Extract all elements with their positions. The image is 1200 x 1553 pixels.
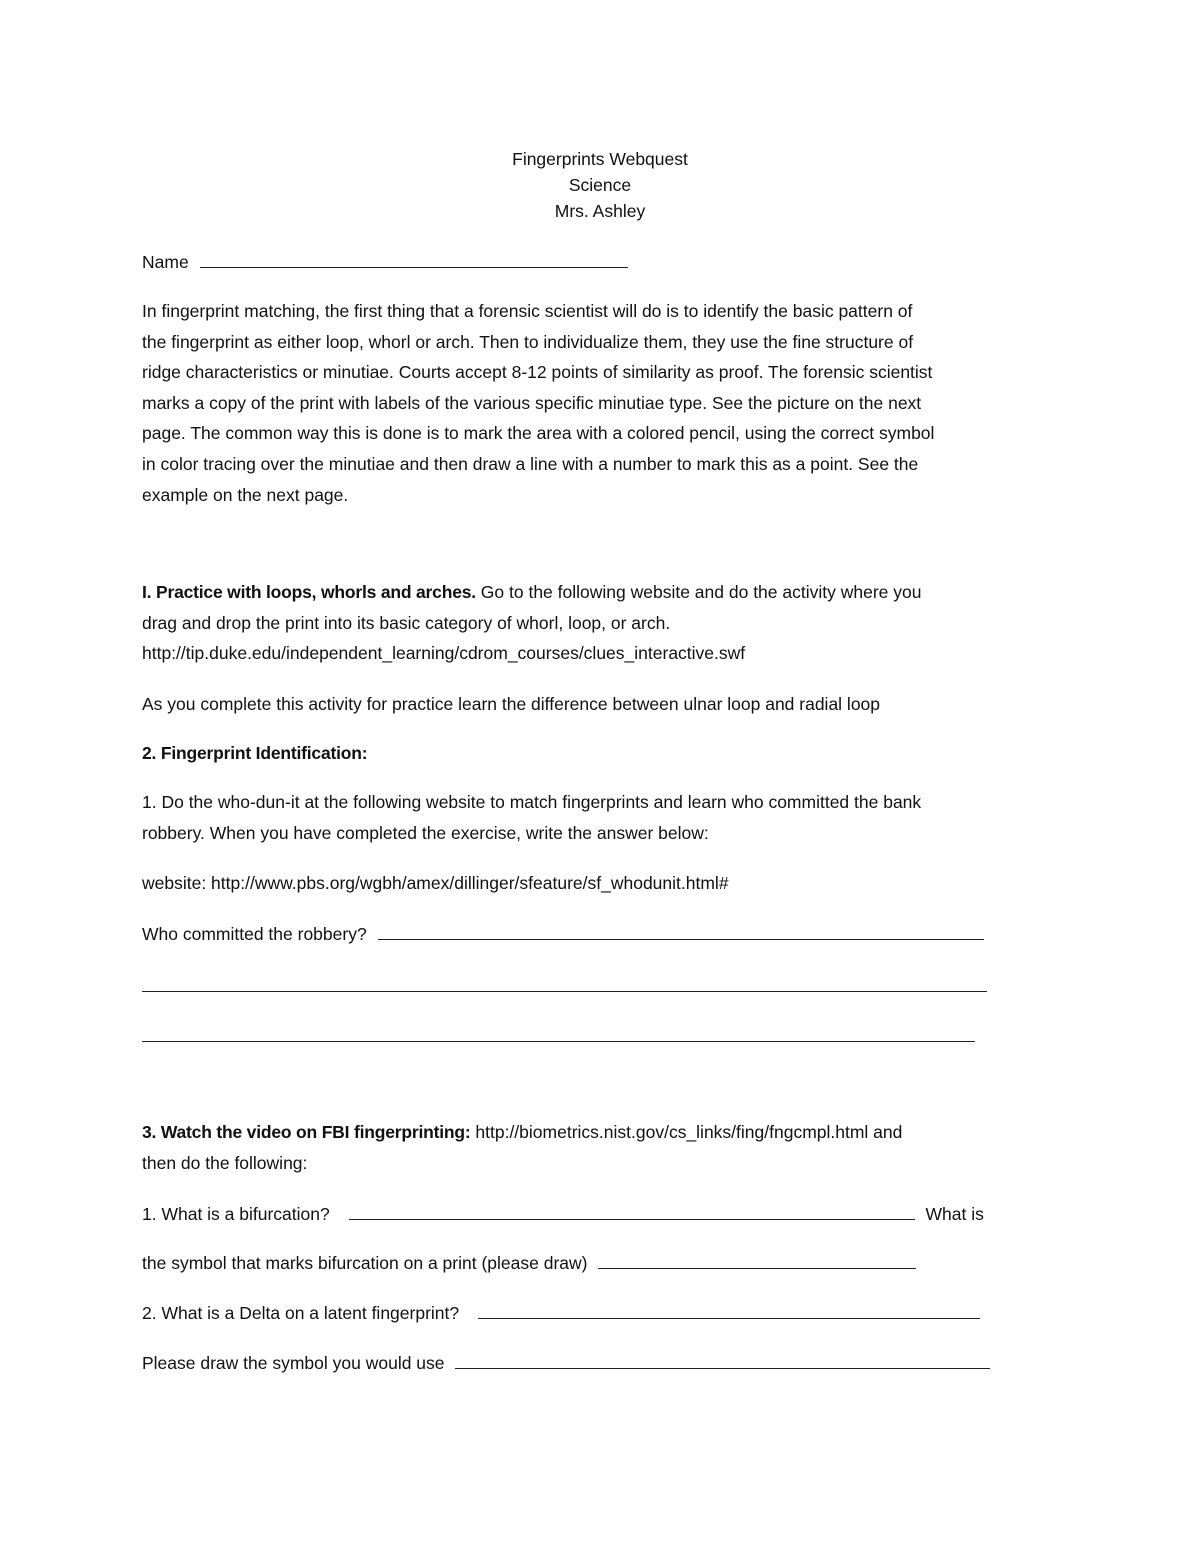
bifurcation-question: 1. What is a bifurcation? <box>142 1204 330 1224</box>
bifurcation-answer-blank[interactable] <box>349 1205 915 1220</box>
robbery-answer-blank[interactable] <box>142 1027 975 1042</box>
section-3 <box>142 1117 1062 1178</box>
robbery-answer-blank[interactable] <box>142 977 987 992</box>
section-3-line-1 <box>142 1117 1062 1148</box>
document-title: Fingerprints Webquest <box>512 149 688 169</box>
section-2-item-line-1: 1. Do the who-dun-it at the following website to match fingerprints and learn who committed the bank <box>142 792 922 812</box>
section-1-heading: I. Practice with loops, whorls and arches. <box>142 582 476 602</box>
intro-line: marks a copy of the print with labels of the various specific minutiae type. See the picture on the next <box>142 392 922 413</box>
document-header <box>0 146 1200 224</box>
section-2-item-line-2: robbery. When you have completed the exercise, write the answer below: <box>142 822 709 843</box>
intro-line: page. The common way this is done is to mark the area with a colored pencil, using the correct symbol <box>142 423 935 444</box>
delta-answer-blank[interactable] <box>478 1304 980 1319</box>
section-1 <box>142 577 1062 669</box>
delta-symbol-question: Please draw the symbol you would use <box>142 1353 445 1373</box>
section-1-line-1 <box>142 577 1062 608</box>
delta-question-line <box>142 1302 980 1324</box>
answer-line-3 <box>142 1025 975 1047</box>
document-subject: Science <box>568 175 632 195</box>
intro-line: the fingerprint as either loop, whorl or arch. Then to individualize them, they use the fine structure of <box>142 331 914 352</box>
delta-symbol-line <box>142 1352 990 1374</box>
intro-line: ridge characteristics or minutiae. Courts accept 8-12 points of similarity as proof. The forensic scientist <box>142 362 933 383</box>
answer-line-2 <box>142 975 987 997</box>
section-2-website[interactable]: website: http://www.pbs.org/wgbh/amex/dillinger/sfeature/sf_whodunit.html# <box>142 873 729 893</box>
name-label: Name <box>142 252 189 272</box>
name-line <box>142 251 628 273</box>
bifurcation-symbol-blank[interactable] <box>598 1254 916 1269</box>
section-1-url[interactable]: http://tip.duke.edu/independent_learning/cdrom_courses/clues_interactive.swf <box>142 643 746 664</box>
section-3-line-2: then do the following: <box>142 1152 308 1173</box>
intro-line: in color tracing over the minutiae and then draw a line with a number to mark this as a point. See the <box>142 453 919 474</box>
bifurcation-question-line <box>142 1203 984 1225</box>
robbery-question: Who committed the robbery? <box>142 924 367 944</box>
section-3-url[interactable]: http://biometrics.nist.gov/cs_links/fing/fngcmpl.html and <box>475 1122 903 1142</box>
intro-line: example on the next page. <box>142 484 349 505</box>
section-2-heading: 2. Fingerprint Identification: <box>142 743 368 763</box>
section-2-item <box>142 787 1062 848</box>
section-3-heading: 3. Watch the video on FBI fingerprinting: <box>142 1122 471 1142</box>
delta-question: 2. What is a Delta on a latent fingerprint? <box>142 1303 460 1323</box>
delta-symbol-blank[interactable] <box>455 1354 990 1369</box>
intro-paragraph <box>142 296 1062 510</box>
bifurcation-symbol-question: the symbol that marks bifurcation on a print (please draw) <box>142 1253 588 1273</box>
section-1-text: Go to the following website and do the activity where you <box>480 582 922 602</box>
name-blank[interactable] <box>200 253 628 268</box>
bifurcation-symbol-line <box>142 1252 916 1274</box>
robbery-question-line <box>142 923 984 945</box>
intro-line: In fingerprint matching, the first thing that a forensic scientist will do is to identify the basic pattern of <box>142 301 913 321</box>
section-1-line-2: drag and drop the print into its basic category of whorl, loop, or arch. <box>142 612 671 633</box>
section-1-note: As you complete this activity for practice learn the difference between ulnar loop and radial loop <box>142 694 881 714</box>
robbery-answer-blank[interactable] <box>378 925 984 940</box>
document-teacher: Mrs. Ashley <box>554 201 646 221</box>
bifurcation-question-tail: What is <box>925 1204 984 1224</box>
